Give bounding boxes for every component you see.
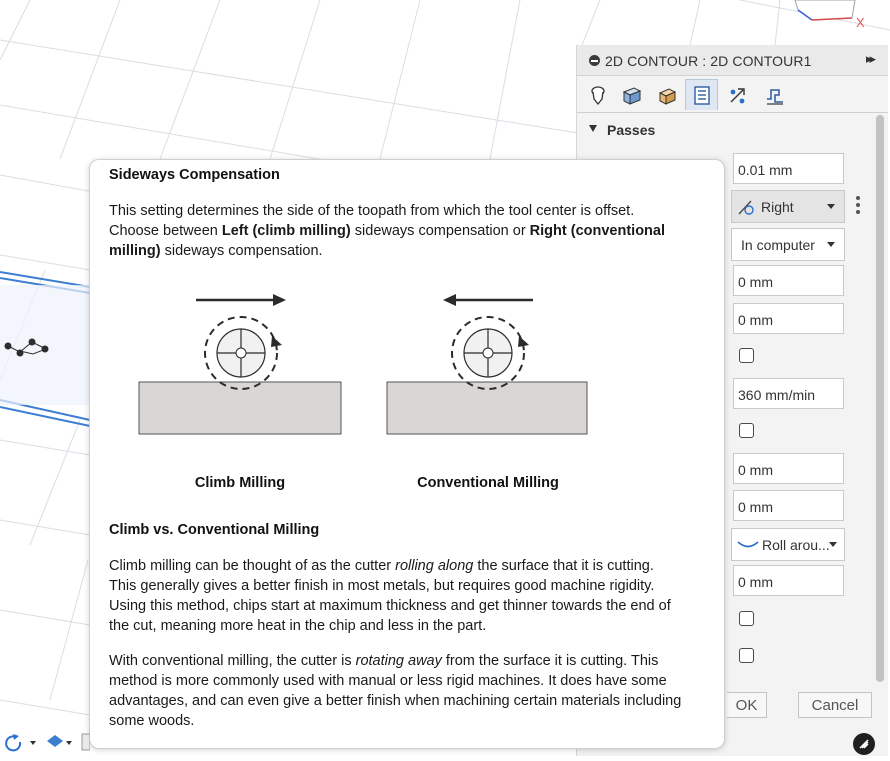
conventional-milling-diagram (387, 294, 587, 434)
checkbox[interactable] (739, 611, 754, 626)
text-line: Climb milling can be thought of as the cutter rolling along the surface that it is cutting. (109, 558, 654, 574)
caption-climb: Climb Milling (194, 475, 286, 491)
orbit-icon (6, 734, 36, 750)
text-line: advantages, and can even give a better finish when machining certain materials including (109, 693, 682, 709)
dialog-title: 2D CONTOUR : 2D CONTOUR1 (605, 53, 812, 69)
roll-around-icon (736, 539, 760, 553)
tab-tool[interactable] (581, 79, 614, 110)
tooltip-section-title: Climb vs. Conventional Milling (109, 522, 320, 538)
parameter-field[interactable]: 0 mm (733, 303, 844, 334)
parameter-field[interactable]: 0 mm (733, 265, 844, 296)
tolerance-field[interactable]: 0.01 mm (733, 153, 844, 184)
ok-button[interactable]: OK (727, 692, 767, 718)
compensation-type-value: In computer (741, 237, 815, 253)
tab-heights[interactable] (650, 79, 683, 110)
parameter-field[interactable]: 0 mm (733, 565, 844, 596)
geometry-icon (621, 84, 643, 106)
viewcube (795, 0, 855, 20)
tooltip-title: Sideways Compensation (109, 167, 280, 183)
text-line: milling) sideways compensation. (109, 243, 323, 259)
checkbox[interactable] (739, 648, 754, 663)
text-line: some woods. (109, 713, 195, 729)
checkbox[interactable] (739, 423, 754, 438)
text-line: This generally gives a better finish in most metals, but requires good machine rigidity. (109, 578, 655, 594)
heights-icon (656, 84, 678, 106)
compensation-right-icon (737, 197, 757, 217)
help-tooltip (89, 159, 725, 749)
expand-icon[interactable]: ▸▸ (866, 51, 874, 66)
scrollbar[interactable] (876, 115, 884, 682)
parameter-field[interactable]: 0 mm (733, 453, 844, 484)
feedrate-field[interactable]: 360 mm/min (733, 378, 844, 409)
text-line: This setting determines the side of the toopath from which the tool center is offset. (109, 203, 635, 219)
more-options-icon[interactable] (856, 196, 860, 214)
post-process-icon (764, 84, 786, 106)
text-line: With conventional milling, the cutter is rotating away from the surface it is cutting. This (109, 653, 659, 669)
tool-icon (587, 84, 609, 106)
compensation-type-select[interactable] (731, 228, 845, 261)
sideways-compensation-select[interactable] (731, 190, 845, 223)
display-mode-icon (47, 735, 72, 747)
tab-post-process[interactable] (758, 79, 791, 110)
sideways-compensation-value: Right (761, 199, 794, 215)
passes-section-header[interactable] (577, 117, 877, 143)
paragraph-conventional (109, 651, 709, 731)
section-title: Passes (607, 122, 656, 138)
viewcube-x-label: X (856, 15, 865, 30)
text-line: the cut, meaning more heat in the chip and less in the part. (109, 618, 487, 634)
linking-icon (727, 84, 749, 106)
climb-milling-diagram (139, 294, 341, 434)
chevron-down-icon (829, 542, 837, 547)
navigation-toolbar (0, 728, 90, 756)
milling-illustration (130, 285, 610, 455)
paragraph-climb (109, 556, 709, 636)
text-line: Choose between Left (climb milling) sideways compensation or Right (conventional (109, 223, 666, 239)
parameter-field[interactable]: 0 mm (733, 490, 844, 521)
tab-geometry[interactable] (615, 79, 648, 110)
collapse-icon[interactable] (589, 55, 600, 66)
toolbar-icons (0, 728, 90, 756)
passes-icon (691, 84, 713, 106)
tab-passes[interactable] (685, 79, 718, 110)
collapse-arrow-icon (589, 125, 597, 132)
chevron-down-icon (827, 204, 835, 209)
text-line: Using this method, chips start at maximum thickness and get thinner towards the end of (109, 598, 671, 614)
text-line: method is more commonly used with manual or less rigid machines. It does have some (109, 673, 667, 689)
chevron-down-icon (827, 242, 835, 247)
corner-mode-value: Roll arou... (762, 537, 830, 553)
cancel-button[interactable]: Cancel (798, 692, 872, 718)
dialog-header (577, 45, 888, 76)
tab-strip (577, 76, 888, 113)
tooltip-intro (109, 201, 709, 261)
feedback-icon[interactable] (853, 733, 875, 755)
corner-mode-select[interactable] (731, 528, 845, 561)
tab-linking[interactable] (721, 79, 754, 110)
checkbox[interactable] (739, 348, 754, 363)
caption-conventional: Conventional Milling (417, 475, 559, 491)
